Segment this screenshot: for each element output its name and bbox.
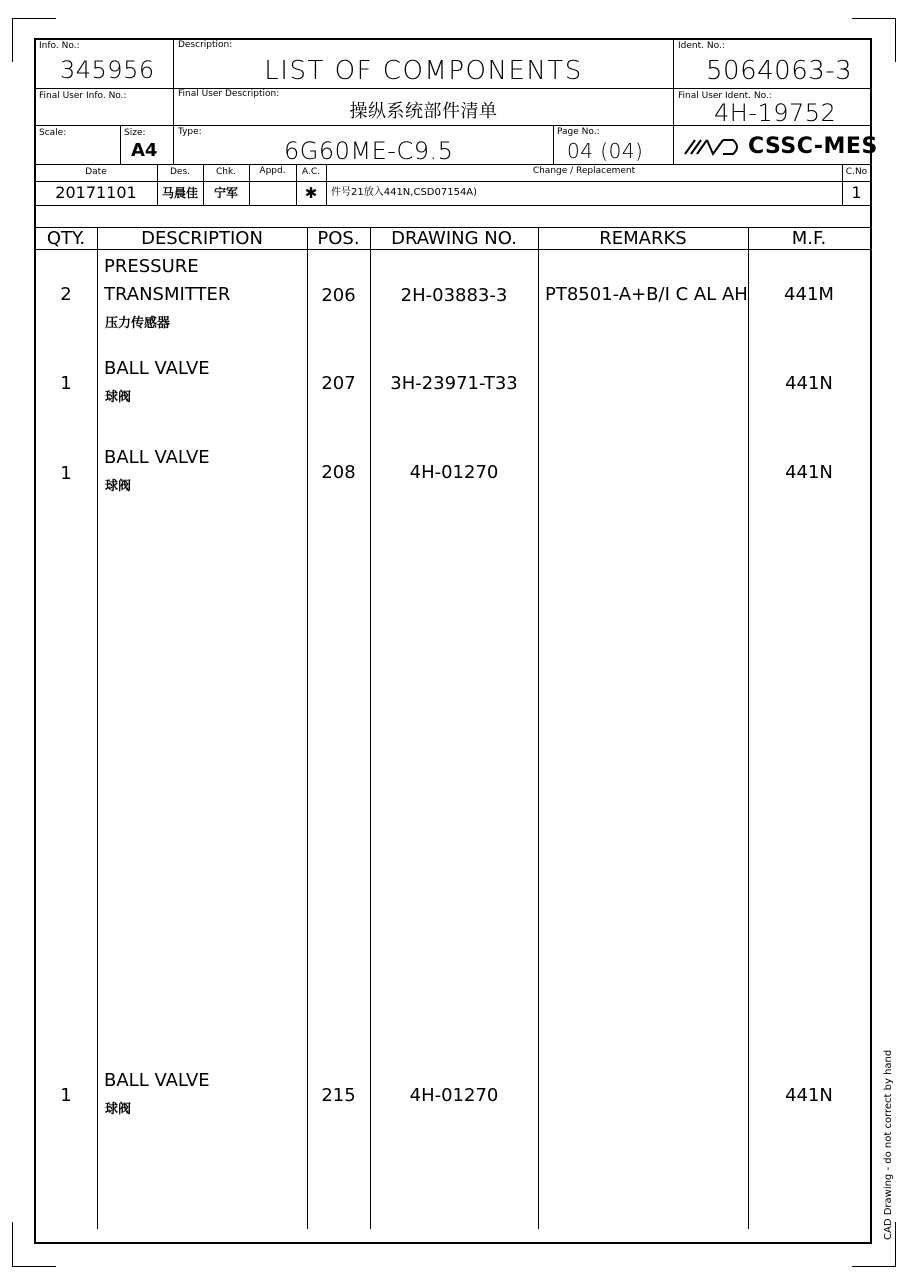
header-qty: QTY. (46, 228, 86, 249)
date-label: Date (85, 167, 107, 177)
table-row-3-pos: 208 (321, 462, 356, 483)
table-row-3-drawing: 4H-01270 (409, 462, 499, 483)
table-row-2-desc-line1: BALL VALVE (104, 358, 210, 379)
info-no-value: 345956 (60, 56, 155, 84)
drawing-frame (34, 38, 872, 1244)
table-row-1-mf: 441M (784, 284, 834, 305)
table-row-4-mf: 441N (785, 1085, 833, 1106)
table-row-1-desc-line1: PRESSURE (104, 256, 199, 277)
table-row-1-remarks: PT8501-A+B/I C AL AH (545, 284, 748, 305)
scale-label: Scale: (39, 128, 67, 138)
chk-label: Chk. (215, 167, 237, 177)
appd-label: Appd. (259, 166, 286, 176)
revision-cno: 1 (851, 183, 862, 202)
ac-label: A.C. (301, 167, 320, 177)
company-name: CSSC-MES (748, 134, 878, 159)
header-description: DESCRIPTION (141, 228, 263, 249)
page-label: Page No.: (557, 127, 600, 137)
table-row-4-pos: 215 (321, 1085, 356, 1106)
table-row-2-pos: 207 (321, 373, 356, 394)
table-row-3-qty: 1 (60, 463, 72, 484)
table-row-2-drawing: 3H-23971-T33 (390, 373, 518, 394)
table-row-1-pos: 206 (321, 285, 356, 306)
table-row-1-desc-cn: 压力传感器 (105, 316, 171, 331)
table-row-1-qty: 2 (60, 284, 72, 305)
header-remarks: REMARKS (599, 228, 687, 249)
header-mf: M.F. (791, 228, 827, 249)
table-row-4-desc-line1: BALL VALVE (104, 1070, 210, 1091)
description-label: Description: (178, 40, 233, 50)
table-row-2-mf: 441N (785, 373, 833, 394)
revision-checker: 宁军 (213, 186, 238, 200)
table-row-3-desc-cn: 球阀 (105, 479, 132, 494)
size-label: Size: (124, 128, 146, 138)
table-row-1-drawing: 2H-03883-3 (400, 285, 508, 306)
table-row-4-drawing: 4H-01270 (409, 1085, 499, 1106)
table-row-3-desc-line1: BALL VALVE (104, 447, 210, 468)
cno-label: C.No (845, 167, 868, 177)
ident-no-label: Ident. No.: (678, 41, 725, 51)
table-row-2-qty: 1 (60, 373, 72, 394)
page-value: 04 (04) (567, 139, 644, 163)
info-no-label: Info. No.: (39, 41, 80, 51)
revision-change-text: 件号21放入441N,CSD07154A) (331, 187, 478, 198)
header-pos: POS. (317, 228, 360, 249)
description-value: LIST OF COMPONENTS (264, 56, 583, 86)
type-label: Type: (178, 127, 202, 137)
final-user-description-label: Final User Description: (178, 89, 280, 99)
cad-drawing-note: CAD Drawing - do not correct by hand (883, 1049, 894, 1240)
revision-designer: 马晨佳 (161, 186, 198, 200)
company-logo-icon (683, 136, 743, 158)
table-row-3-mf: 441N (785, 462, 833, 483)
final-user-description-value: 操纵系统部件清单 (349, 101, 498, 122)
table-row-4-qty: 1 (60, 1085, 72, 1106)
revision-date: 20171101 (55, 183, 137, 202)
table-row-4-desc-cn: 球阀 (105, 1102, 132, 1117)
des-label: Des. (169, 167, 191, 177)
final-user-ident-value: 4H-19752 (714, 99, 837, 127)
revision-ac-mark: ✱ (304, 184, 318, 202)
ident-no-value: 5064063-3 (706, 56, 853, 86)
final-user-ident-label: Final User Ident. No.: (678, 91, 772, 101)
type-value: 6G60ME-C9.5 (284, 137, 454, 165)
table-row-1-desc-line2: TRANSMITTER (104, 284, 231, 305)
table-row-2-desc-cn: 球阀 (105, 390, 132, 405)
final-user-info-label: Final User Info. No.: (39, 91, 127, 101)
size-value: A4 (131, 140, 158, 161)
change-label: Change / Replacement (532, 166, 636, 176)
header-drawing-no: DRAWING NO. (391, 228, 517, 249)
